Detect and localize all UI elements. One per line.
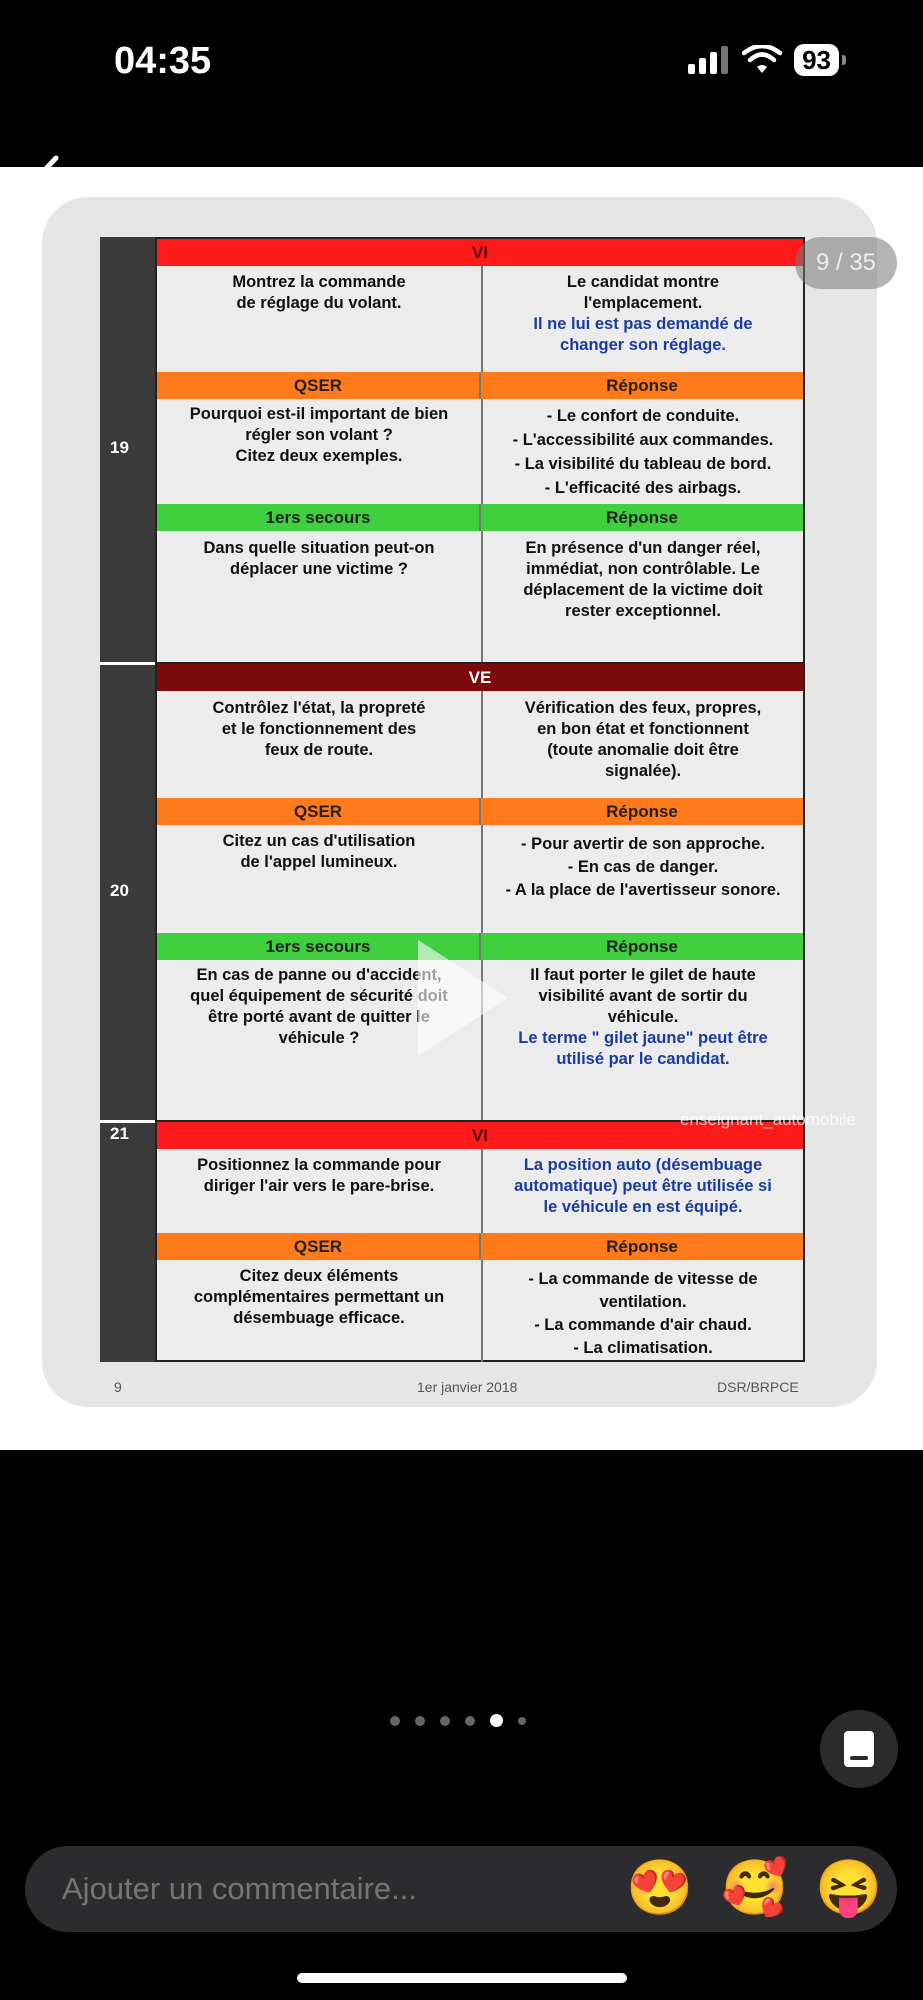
secours-answer: En présence d'un danger réel, immédiat, non contrôlable. Le déplacement de la victime doit rester exceptionnel. <box>523 539 763 620</box>
carousel-dots <box>390 1714 526 1727</box>
secours-question: En cas de panne ou d'accident, quel équipement de sécurité doit être porté avant de quitter le véhicule ? <box>190 966 448 1047</box>
back-button[interactable] <box>32 150 72 200</box>
header-qser-row <box>157 372 803 399</box>
header-vi: VI <box>157 239 803 266</box>
secours-question: Dans quelle situation peut-on déplacer une victime ? <box>203 539 435 578</box>
header-reponse: Réponse <box>606 802 678 821</box>
column-divider <box>481 531 483 664</box>
header-qser: QSER <box>157 372 481 399</box>
qser-question: Citez deux éléments complémentaires permettant un désembuage efficace. <box>193 1267 445 1327</box>
reaction-smiling-hearts[interactable]: 🥰 <box>721 1858 789 1918</box>
footer-ref: DSR/BRPCE <box>717 1379 799 1395</box>
play-icon[interactable] <box>418 940 508 1056</box>
header-qser-row <box>157 798 803 825</box>
column-divider <box>481 825 483 933</box>
qser-answer: - La commande de vitesse de ventilation. - La commande d'air chaud. - La climatisation. <box>528 1270 758 1357</box>
row-number-21: 21 <box>110 1124 129 1143</box>
header-secours: 1ers secours <box>157 933 481 960</box>
header-reponse: Réponse <box>606 376 678 395</box>
column-divider <box>481 399 483 504</box>
header-secours: 1ers secours <box>157 504 481 531</box>
chevron-left-icon <box>32 150 72 200</box>
qser-answer: - Le confort de conduite. - L'accessibilité aux commandes. - La visibilité du tableau de bord. - L'efficacité des airbags. <box>512 407 774 497</box>
column-divider <box>481 1149 483 1233</box>
captions-icon <box>843 1730 875 1768</box>
ve-answer: Vérification des feux, propres, en bon état et fonctionnent (toute anomalie doit être signalée). <box>524 699 762 780</box>
header-reponse: Réponse <box>606 937 678 956</box>
ve-question: Contrôlez l'état, la propreté et le fonctionnement des feux de route. <box>212 699 426 759</box>
vi-question: Positionnez la commande pour diriger l'air vers le pare-brise. <box>197 1156 441 1195</box>
battery-indicator: 93 <box>794 44 839 76</box>
vi-answer-note: La position auto (désembuage automatique) peut être utilisée si le véhicule en est équipé. <box>514 1156 772 1216</box>
header-qser: QSER <box>157 1233 481 1260</box>
wifi-icon <box>742 45 782 75</box>
captions-button[interactable] <box>820 1710 898 1788</box>
row-number-column <box>100 237 155 1362</box>
header-reponse: Réponse <box>606 508 678 527</box>
carousel-dot[interactable] <box>390 1716 400 1726</box>
row-divider <box>100 1120 155 1123</box>
carousel-dot[interactable] <box>465 1716 475 1726</box>
status-icons <box>688 44 839 76</box>
page-counter: 9 / 35 <box>795 237 897 289</box>
secours-answer-text: Il faut porter le gilet de haute visibilité avant de sortir du véhicule. <box>530 966 756 1026</box>
vi-question: Montrez la commande de réglage du volant. <box>232 273 406 312</box>
secours-answer-note: Le terme " gilet jaune" peut être utilisé par le candidat. <box>518 1029 768 1068</box>
row-number-20: 20 <box>110 881 129 900</box>
carousel-dot[interactable] <box>518 1717 526 1725</box>
row-divider <box>100 662 155 665</box>
column-divider <box>481 266 483 372</box>
watermark: enseignant_automobile <box>680 1110 856 1129</box>
reaction-tongue[interactable]: 😝 <box>815 1858 883 1918</box>
header-ve: VE <box>157 664 803 691</box>
signal-icon <box>688 46 730 74</box>
footer-page: 9 <box>114 1379 122 1395</box>
reaction-heart-eyes[interactable]: 😍 <box>626 1858 694 1918</box>
document-card <box>42 197 877 1407</box>
qser-question: Pourquoi est-il important de bien régler son volant ? Citez deux exemples. <box>189 405 449 465</box>
question-table <box>155 237 805 1362</box>
header-vi: VI <box>157 1122 803 1149</box>
vi-answer-note: Il ne lui est pas demandé de changer son réglage. <box>533 315 753 354</box>
row-number-19: 19 <box>110 438 129 457</box>
column-divider <box>481 1260 483 1362</box>
footer-date: 1er janvier 2018 <box>417 1379 518 1395</box>
comment-input[interactable] <box>62 1871 612 1907</box>
exam-sheet <box>100 237 805 1362</box>
qser-question: Citez un cas d'utilisation de l'appel lumineux. <box>222 832 416 871</box>
status-time: 04:35 <box>114 40 212 82</box>
home-indicator[interactable] <box>297 1973 627 1983</box>
header-secours-row <box>157 504 803 531</box>
carousel-dot-active[interactable] <box>490 1714 503 1727</box>
qser-answer: - Pour avertir de son approche. - En cas de danger. - A la place de l'avertisseur sonore. <box>505 835 781 899</box>
post-image[interactable] <box>0 167 923 1450</box>
vi-answer <box>487 272 799 356</box>
header-reponse: Réponse <box>606 1237 678 1256</box>
header-qser: QSER <box>157 798 481 825</box>
vi-answer-text: Le candidat montre l'emplacement. <box>566 273 720 312</box>
carousel-dot[interactable] <box>440 1716 450 1726</box>
header-qser-row <box>157 1233 803 1260</box>
secours-answer <box>487 965 799 1070</box>
carousel-dot[interactable] <box>415 1716 425 1726</box>
column-divider <box>481 691 483 798</box>
